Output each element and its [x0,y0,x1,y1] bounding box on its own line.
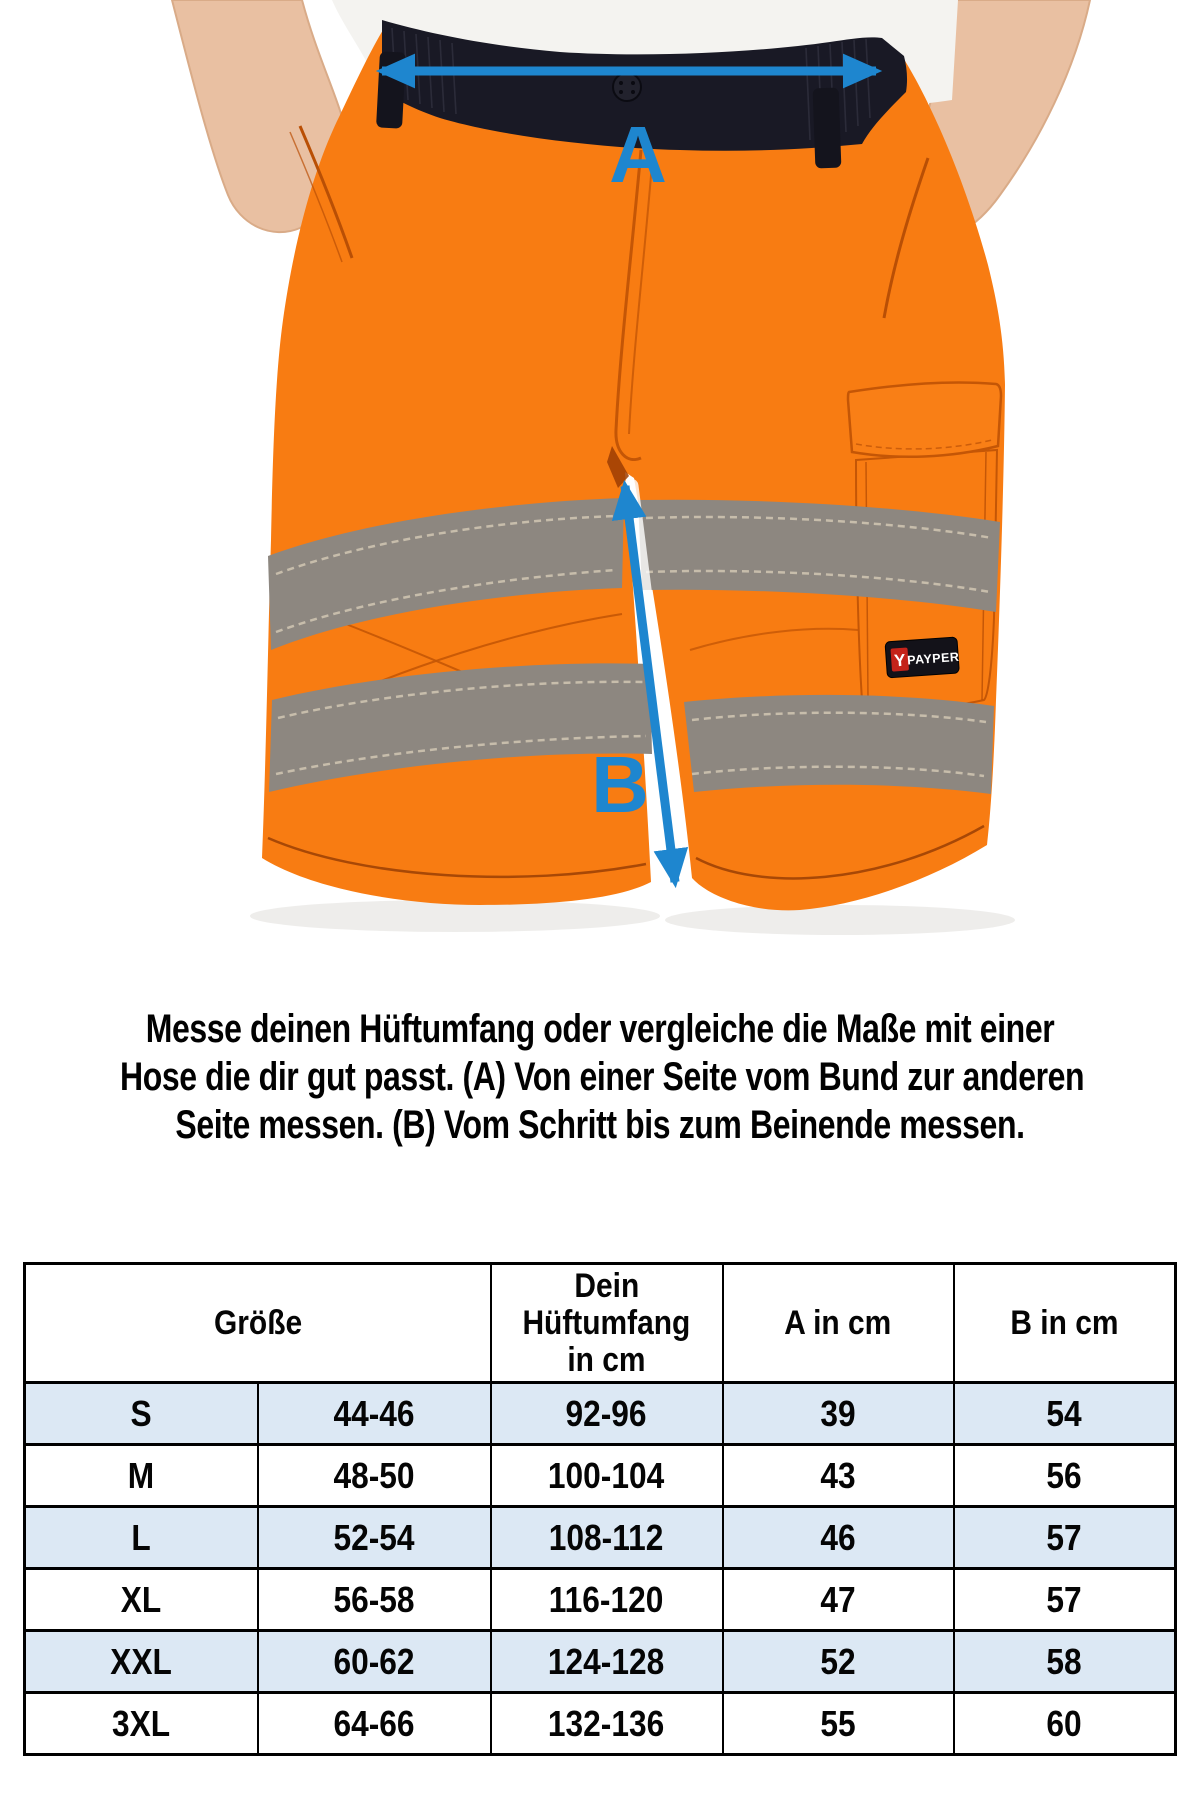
cell-a: 52 [723,1631,954,1693]
cell-b: 57 [954,1569,1176,1631]
cell-range: 48-50 [258,1445,491,1507]
cell-b: 54 [954,1383,1176,1445]
cell-size: XL [25,1569,258,1631]
instruction-line: Messe deinen Hüftumfang oder vergleiche die Maße mit einer [145,1007,1055,1051]
cell-hip: 108-112 [491,1507,723,1569]
cell-a: 55 [723,1693,954,1755]
cell-hip: 100-104 [491,1445,723,1507]
table-row [25,1383,1176,1445]
cell-a: 47 [723,1569,954,1631]
cell-a: 43 [723,1445,954,1507]
cell-a: 46 [723,1507,954,1569]
table-row [25,1445,1176,1507]
button-hole [631,90,635,94]
cell-hip: 92-96 [491,1383,723,1445]
instruction-line: Hose die dir gut passt. (A) Von einer Seite vom Bund zur anderen [120,1055,1085,1099]
button-hole [619,90,623,94]
cell-a: 39 [723,1383,954,1445]
table-row [25,1569,1176,1631]
waist-button [613,73,641,101]
measure-label-a: A [609,110,667,199]
measuring-instructions [120,1005,1085,1149]
cell-size: 3XL [25,1693,258,1755]
col-header-hip: Dein Hüftumfang in cm [491,1264,723,1383]
cell-size: S [25,1383,258,1445]
brand-logo-letter: Y [893,650,907,671]
table-row [25,1693,1176,1755]
belt-loop [813,88,842,169]
brand-name: PAYPER [906,649,960,668]
cell-range: 56-58 [258,1569,491,1631]
cell-size: L [25,1507,258,1569]
measure-label-b: B [591,740,649,829]
cell-b: 60 [954,1693,1176,1755]
table-row [25,1507,1176,1569]
cell-range: 44-46 [258,1383,491,1445]
cell-size: XXL [25,1631,258,1693]
cell-b: 58 [954,1631,1176,1693]
button-hole [619,81,623,85]
leg-shadow [250,900,660,932]
cell-size: M [25,1445,258,1507]
instruction-line: Seite messen. (B) Vom Schritt bis zum Beinende messen. [175,1103,1025,1147]
col-header-b: B in cm [954,1264,1176,1383]
brand-patch [885,637,961,678]
col-header-size: Größe [25,1264,491,1383]
button-hole [631,81,635,85]
reflective-band [684,695,994,794]
cell-b: 57 [954,1507,1176,1569]
cell-hip: 132-136 [491,1693,723,1755]
cell-range: 64-66 [258,1693,491,1755]
cell-hip: 116-120 [491,1569,723,1631]
header-row [25,1264,1176,1383]
size-table-container [23,1262,1177,1756]
belt-loop [376,51,406,128]
cell-b: 56 [954,1445,1176,1507]
size-table [23,1262,1177,1756]
cell-range: 52-54 [258,1507,491,1569]
col-header-a: A in cm [723,1264,954,1383]
cell-hip: 124-128 [491,1631,723,1693]
leg-shadow [665,905,1015,935]
cell-range: 60-62 [258,1631,491,1693]
table-row [25,1631,1176,1693]
